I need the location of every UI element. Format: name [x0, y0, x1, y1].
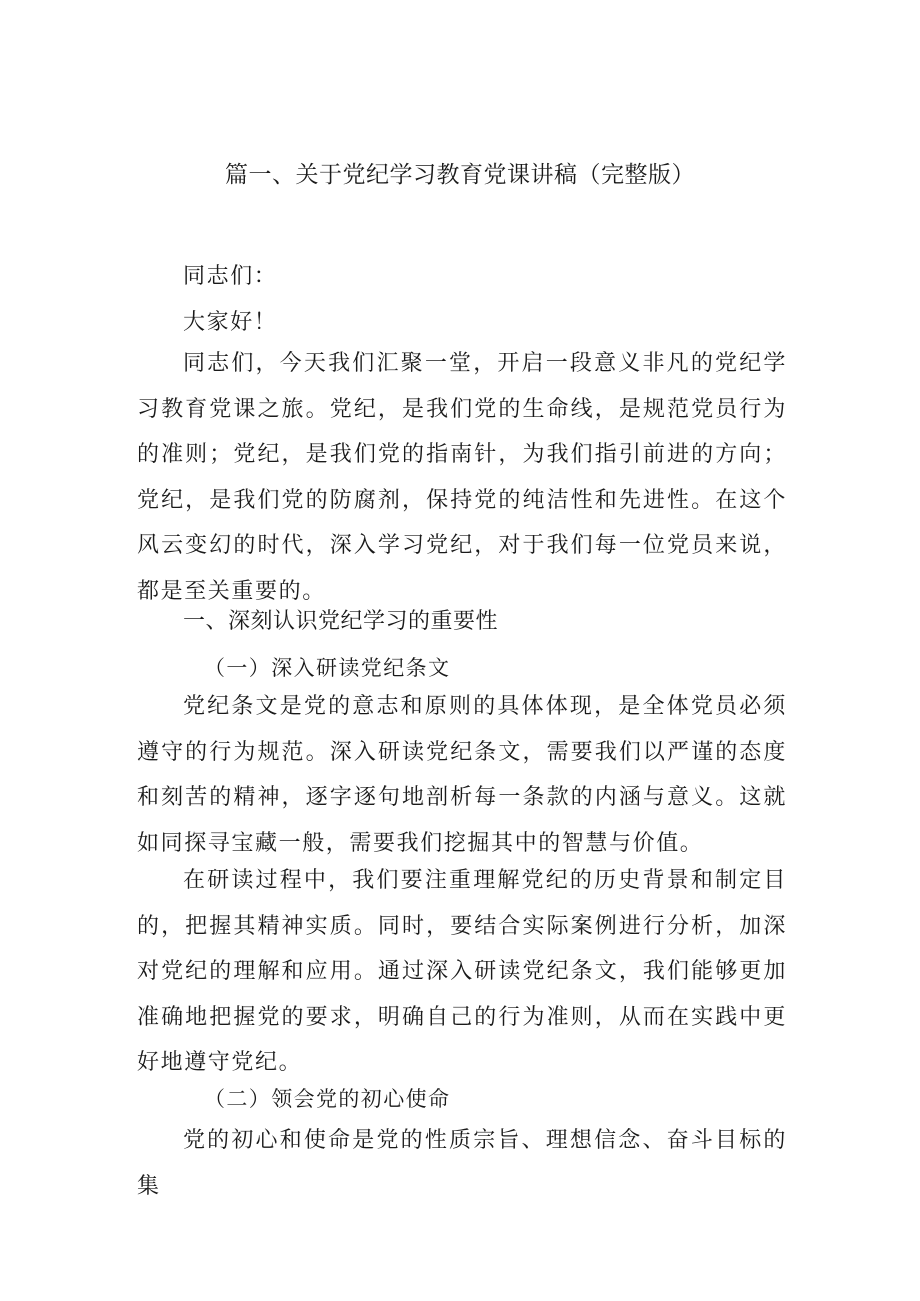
body-paragraph-2: 在研读过程中，我们要注重理解党纪的历史背景和制定目的，把握其精神实质。同时，要结合实际案例进行分析，加深对党纪的理解和应用。通过深入研读党纪条文，我们能够更加准确地把握党的要求，明确自己的行为准则，从而在实践中更好地遵守党纪。 — [137, 868, 787, 1075]
greeting: 大家好！ — [183, 310, 278, 335]
document-title: 篇一、关于党纪学习教育党课讲稿（完整版） — [225, 162, 695, 188]
salutation: 同志们： — [183, 264, 278, 289]
body-paragraph-3: 党的初心和使命是党的性质宗旨、理想信念、奋斗目标的集 — [137, 1128, 787, 1199]
sub-heading-2: （二）领会党的初心使命 — [204, 1087, 451, 1111]
body-paragraph-1: 党纪条文是党的意志和原则的具体体现，是全体党员必须遵守的行为规范。深入研读党纪条文，需要我们以严谨的态度和刻苦的精神，逐字逐句地剖析每一条款的内涵与意义。这就如同探寻宝藏一般，需要我们挖掘其中的智慧与价值。 — [137, 694, 787, 856]
intro-paragraph: 同志们，今天我们汇聚一堂，开启一段意义非凡的党纪学习教育党课之旅。党纪，是我们党的生命线，是规范党员行为的准则；党纪，是我们党的指南针，为我们指引前进的方向；党纪，是我们党的防腐剂，保持党的纯洁性和先进性。在这个风云变幻的时代，深入学习党纪，对于我们每一位党员来说，都是至关重要的。 — [137, 351, 787, 604]
sub-heading-1: （一）深入研读党纪条文 — [204, 656, 451, 680]
section-heading-1: 一、深刻认识党纪学习的重要性 — [183, 609, 499, 634]
